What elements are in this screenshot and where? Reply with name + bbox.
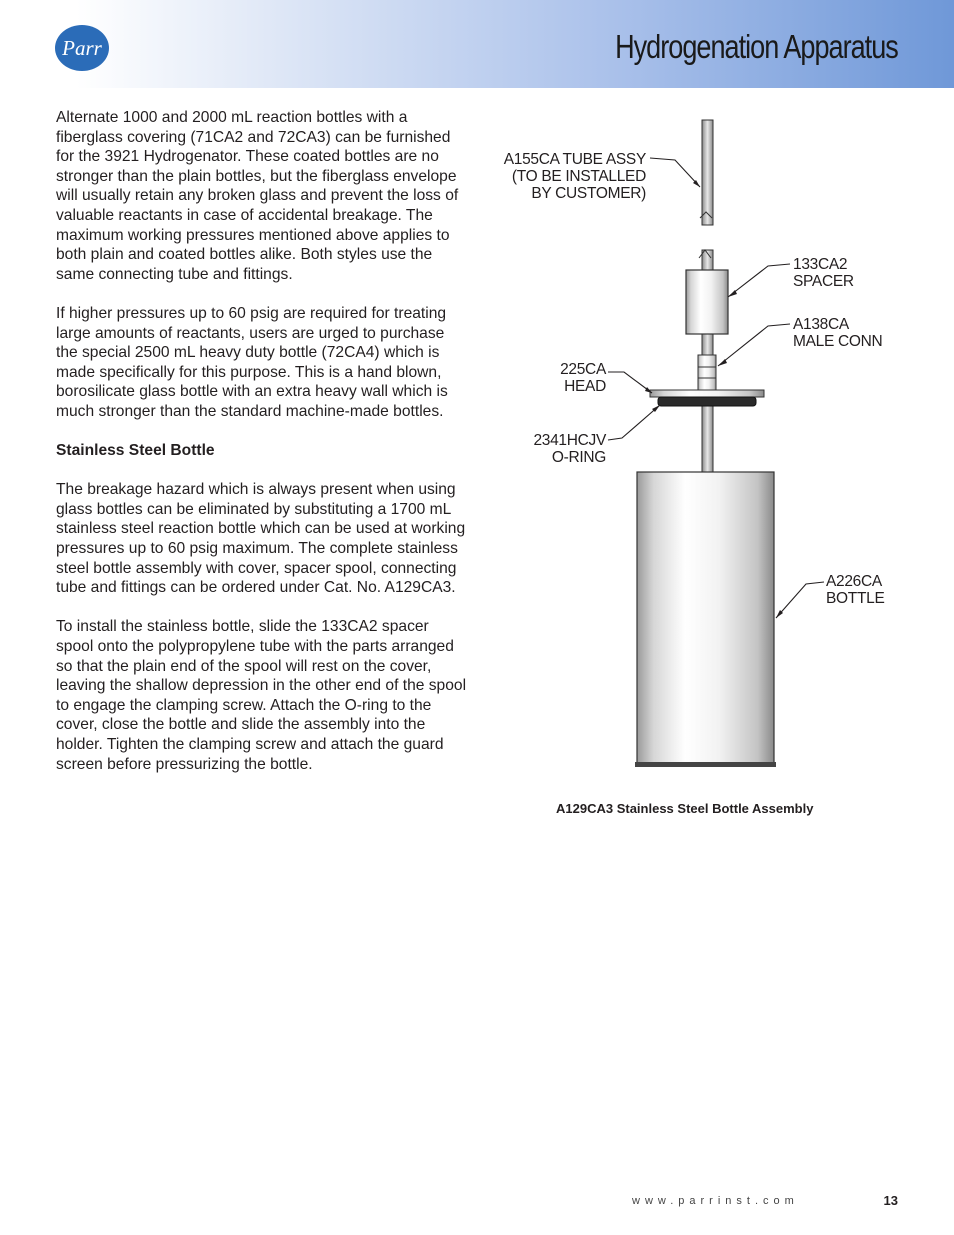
label-bottle-line-1: A226CA	[826, 573, 882, 590]
body-text	[56, 108, 468, 794]
o-ring-part	[658, 397, 756, 406]
leader-oring	[608, 405, 660, 440]
label-male-conn	[793, 316, 882, 350]
paragraph-stainless-bottle: The breakage hazard which is always present when using glass bottles can be eliminated by substituting a 1700 mL stainless steel reaction bottle which can be used at working pressures up to 60 psig maximum. The complete stainless steel bottle assembly with cover, spacer spool, connecting tube and fittings can be ordered under Cat. No. A129CA3.	[56, 481, 466, 597]
label-conn-line-1: A138CA	[793, 316, 849, 333]
label-o-ring	[510, 432, 606, 466]
paragraph-coated-bottles: Alternate 1000 and 2000 mL reaction bottles with a fiberglass covering (71CA2 and 72CA3) can be furnished for the 3921 Hydrogenator. These coated bottles are no stronger than the plain bottles, but the fiberglass envelope will usually retain any broken glass and prevent the loss of valuable reactants in case of accidental breakage. The maximum working pressures mentioned above applies to both plain and coated bottles alike. Both styles use the same connecting tube and fittings.	[56, 109, 459, 283]
label-bottle-line-2: BOTTLE	[826, 590, 885, 607]
label-spacer	[793, 256, 854, 290]
section-heading: Stainless Steel Bottle	[56, 442, 215, 460]
leader-tube	[650, 158, 700, 187]
label-head-line-1: 225CA	[560, 361, 606, 378]
bottle-assembly-diagram	[490, 110, 920, 790]
label-tube-line-2: (TO BE INSTALLED	[511, 168, 646, 185]
spacer-part	[686, 270, 728, 334]
label-spacer-line-2: SPACER	[793, 273, 854, 290]
label-spacer-line-1: 133CA2	[793, 256, 848, 273]
leader-head	[608, 372, 652, 393]
label-head	[530, 361, 606, 395]
logo-text: Parr	[62, 36, 102, 60]
bottle-part	[637, 472, 774, 766]
page-header	[0, 0, 954, 88]
male-connector-part	[698, 355, 716, 392]
label-oring-line-1: 2341HCJV	[533, 432, 606, 449]
label-tube-line-3: BY CUSTOMER)	[531, 185, 646, 202]
label-bottle	[826, 573, 885, 607]
head-part	[650, 390, 764, 397]
label-tube-assy	[498, 151, 646, 202]
leader-connector	[718, 324, 790, 366]
figure-caption: A129CA3 Stainless Steel Bottle Assembly	[556, 801, 814, 816]
page-title: Hydrogenation Apparatus	[615, 28, 898, 65]
footer-url[interactable]: www.parrinst.com	[632, 1195, 799, 1207]
label-conn-line-2: MALE CONN	[793, 333, 883, 350]
page-number: 13	[883, 1193, 898, 1208]
parr-logo-icon	[54, 24, 110, 72]
leader-spacer	[728, 264, 790, 297]
paragraph-heavy-duty-bottle: If higher pressures up to 60 psig are required for treating large amounts of reactants, users are urged to purchase the special 2500 mL heavy duty bottle (72CA4) which is made specifically for this purpose. This is a hand blown, borosilicate glass bottle with an extra heavy wall which is much stronger than the standard machine-made bottles.	[56, 304, 448, 420]
tube-upper	[702, 120, 713, 225]
label-head-line-2: HEAD	[564, 378, 606, 395]
label-tube-line-1: A155CA TUBE ASSY	[503, 151, 646, 168]
paragraph-install-instructions: To install the stainless bottle, slide the 133CA2 spacer spool onto the polypropylene tube with the parts arranged so that the plain end of the spool will rest on the cover, leaving the shallow depression in the other end of the spool to engage the clamping screw. Attach the O-ring to the cover, close the bottle and slide the assembly into the holder. Tighten the clamping screw and attach the guard screen before pressurizing the bottle.	[56, 618, 467, 773]
label-oring-line-2: O-RING	[551, 449, 606, 466]
leader-bottle	[776, 582, 824, 618]
